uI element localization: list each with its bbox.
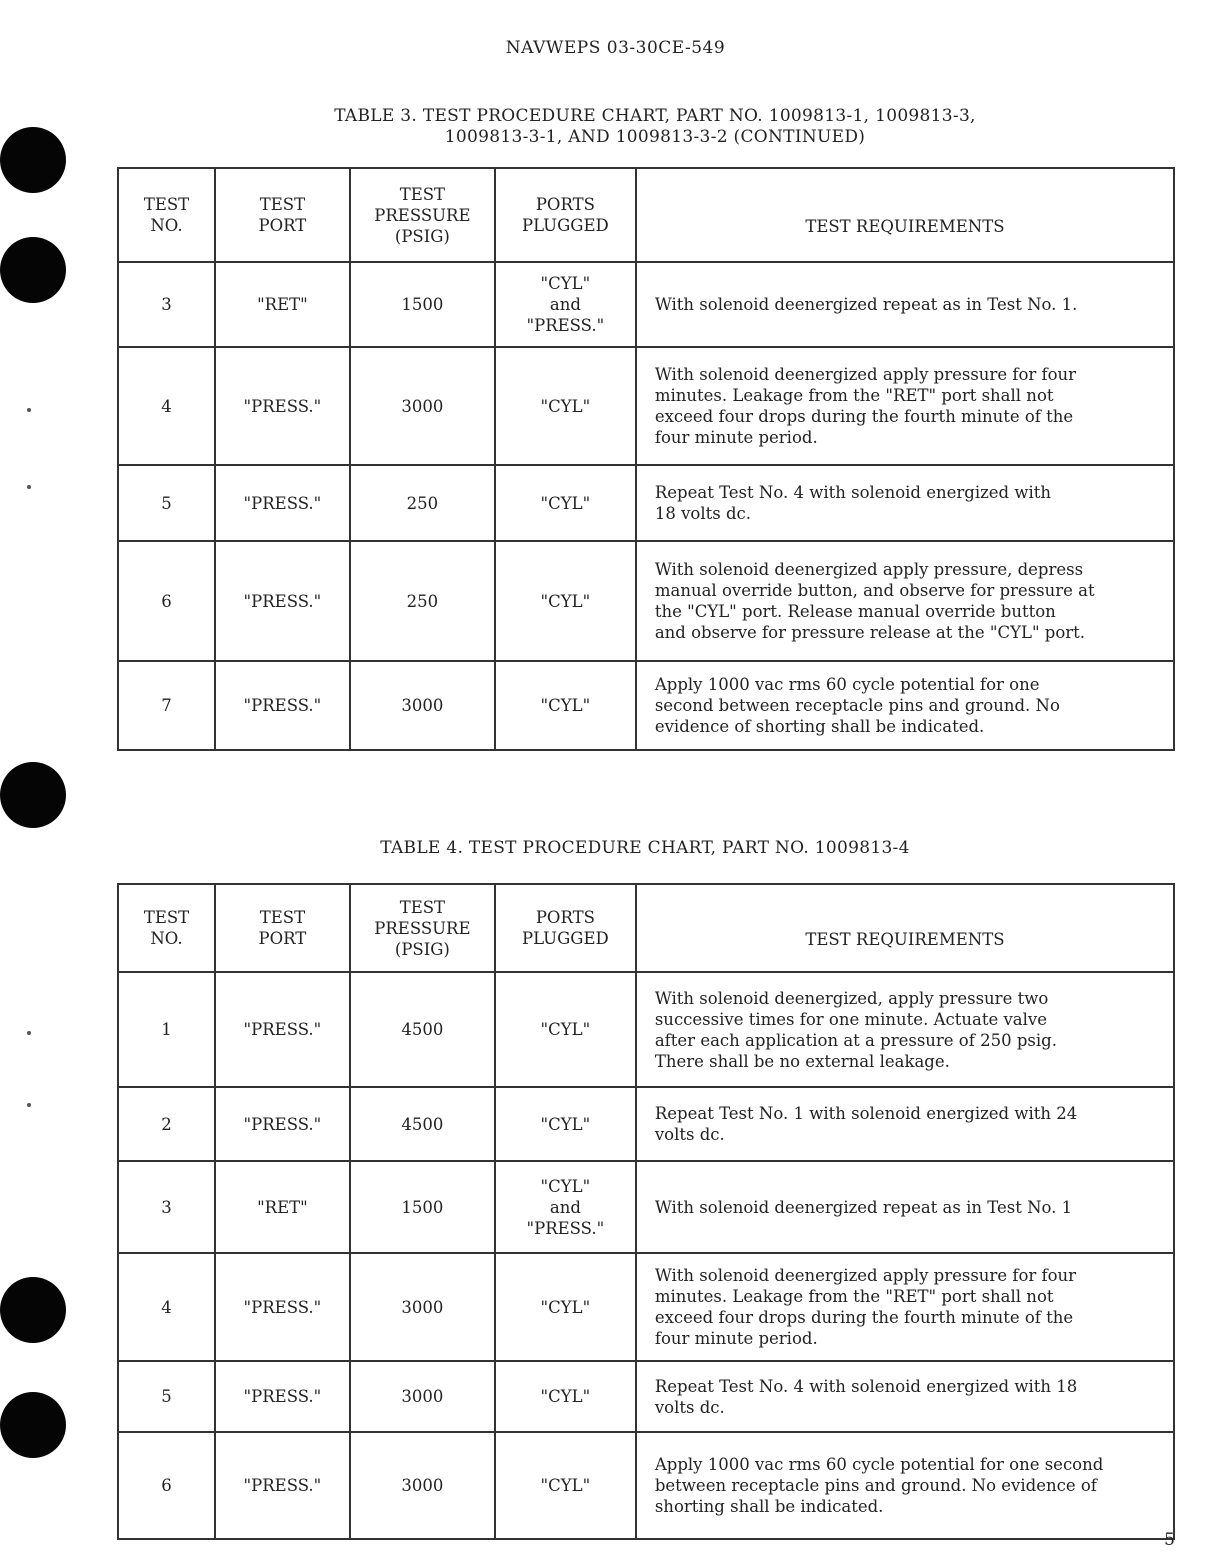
cell-no: 4: [118, 347, 215, 465]
binder-hole: [0, 762, 66, 828]
table3: [117, 167, 1175, 751]
table4: [117, 883, 1175, 1540]
binder-hole: [0, 1277, 66, 1343]
column-header: TEST PORT: [215, 168, 350, 262]
cell-req: Repeat Test No. 4 with solenoid energized with 18 volts dc.: [636, 1361, 1174, 1432]
cell-pressure: 250: [350, 541, 495, 661]
column-header: TEST REQUIREMENTS: [636, 168, 1174, 262]
cell-no: 5: [118, 1361, 215, 1432]
cell-plugged: "CYL": [495, 972, 636, 1087]
cell-port: "RET": [215, 262, 350, 347]
table-row: [118, 465, 1174, 541]
binder-hole: [0, 237, 66, 303]
cell-no: 3: [118, 262, 215, 347]
column-header: TEST PORT: [215, 884, 350, 972]
cell-port: "PRESS.": [215, 661, 350, 750]
cell-req: With solenoid deenergized apply pressure, depress manual override button, and observe for pressure at the "CYL" port. Release manual override button and observe for pressure release at the "CYL" port.: [636, 541, 1174, 661]
cell-plugged: "CYL": [495, 465, 636, 541]
cell-req: Repeat Test No. 4 with solenoid energized with 18 volts dc.: [636, 465, 1174, 541]
table4-caption: TABLE 4. TEST PROCEDURE CHART, PART NO. 1009813-4: [380, 838, 910, 858]
cell-req: With solenoid deenergized repeat as in Test No. 1: [636, 1161, 1174, 1253]
cell-req: With solenoid deenergized, apply pressure two successive times for one minute. Actuate valve after each application at a pressure of 250 psig. There shall be no external leakage.: [636, 972, 1174, 1087]
cell-port: "PRESS.": [215, 347, 350, 465]
cell-no: 4: [118, 1253, 215, 1361]
cell-no: 7: [118, 661, 215, 750]
speck: [27, 408, 31, 412]
column-header: TEST NO.: [118, 884, 215, 972]
table-row: [118, 1361, 1174, 1432]
column-header: TEST PRESSURE (PSIG): [350, 168, 495, 262]
header-row: [118, 884, 1174, 972]
table-row: [118, 1432, 1174, 1539]
cell-no: 3: [118, 1161, 215, 1253]
cell-port: "PRESS.": [215, 972, 350, 1087]
column-header: TEST REQUIREMENTS: [636, 884, 1174, 972]
page-number: 5: [1164, 1530, 1175, 1550]
cell-req: With solenoid deenergized repeat as in Test No. 1.: [636, 262, 1174, 347]
cell-req: Apply 1000 vac rms 60 cycle potential for one second between receptacle pins and ground. No evidence of shorting shall be indicated.: [636, 1432, 1174, 1539]
binder-hole: [0, 1392, 66, 1458]
cell-no: 6: [118, 1432, 215, 1539]
table-row: [118, 347, 1174, 465]
cell-pressure: 1500: [350, 1161, 495, 1253]
speck: [27, 485, 31, 489]
table-row: [118, 1087, 1174, 1161]
cell-no: 5: [118, 465, 215, 541]
cell-port: "PRESS.": [215, 541, 350, 661]
cell-plugged: "CYL" and "PRESS.": [495, 1161, 636, 1253]
table-row: [118, 1253, 1174, 1361]
cell-pressure: 1500: [350, 262, 495, 347]
cell-pressure: 3000: [350, 1361, 495, 1432]
cell-req: With solenoid deenergized apply pressure for four minutes. Leakage from the "RET" port shall not exceed four drops during the fourth minute of the four minute period.: [636, 347, 1174, 465]
cell-port: "PRESS.": [215, 1361, 350, 1432]
table-row: [118, 972, 1174, 1087]
cell-plugged: "CYL": [495, 661, 636, 750]
cell-pressure: 3000: [350, 347, 495, 465]
column-header: PORTS PLUGGED: [495, 168, 636, 262]
cell-port: "PRESS.": [215, 1087, 350, 1161]
column-header: TEST PRESSURE (PSIG): [350, 884, 495, 972]
cell-no: 2: [118, 1087, 215, 1161]
cell-plugged: "CYL": [495, 1361, 636, 1432]
table3-caption: TABLE 3. TEST PROCEDURE CHART, PART NO. 1009813-1, 1009813-3, 1009813-3-1, AND 1009813-3-2 (CONTINUED): [334, 106, 976, 147]
cell-plugged: "CYL": [495, 1087, 636, 1161]
cell-pressure: 3000: [350, 1432, 495, 1539]
table-row: [118, 1161, 1174, 1253]
cell-req: With solenoid deenergized apply pressure for four minutes. Leakage from the "RET" port shall not exceed four drops during the fourth minute of the four minute period.: [636, 1253, 1174, 1361]
table-row: [118, 661, 1174, 750]
speck: [27, 1031, 31, 1035]
cell-port: "RET": [215, 1161, 350, 1253]
document-header: NAVWEPS 03-30CE-549: [505, 38, 726, 58]
speck: [27, 1103, 31, 1107]
cell-pressure: 250: [350, 465, 495, 541]
cell-pressure: 3000: [350, 1253, 495, 1361]
cell-port: "PRESS.": [215, 1253, 350, 1361]
header-row: [118, 168, 1174, 262]
cell-no: 6: [118, 541, 215, 661]
cell-pressure: 4500: [350, 972, 495, 1087]
table-row: [118, 541, 1174, 661]
cell-req: Repeat Test No. 1 with solenoid energized with 24 volts dc.: [636, 1087, 1174, 1161]
cell-plugged: "CYL": [495, 1253, 636, 1361]
cell-pressure: 3000: [350, 661, 495, 750]
cell-plugged: "CYL": [495, 1432, 636, 1539]
cell-plugged: "CYL": [495, 347, 636, 465]
cell-port: "PRESS.": [215, 1432, 350, 1539]
column-header: PORTS PLUGGED: [495, 884, 636, 972]
table-row: [118, 262, 1174, 347]
cell-no: 1: [118, 972, 215, 1087]
cell-req: Apply 1000 vac rms 60 cycle potential for one second between receptacle pins and ground. No evidence of shorting shall be indicated.: [636, 661, 1174, 750]
cell-port: "PRESS.": [215, 465, 350, 541]
cell-plugged: "CYL": [495, 541, 636, 661]
cell-pressure: 4500: [350, 1087, 495, 1161]
column-header: TEST NO.: [118, 168, 215, 262]
cell-plugged: "CYL" and "PRESS.": [495, 262, 636, 347]
